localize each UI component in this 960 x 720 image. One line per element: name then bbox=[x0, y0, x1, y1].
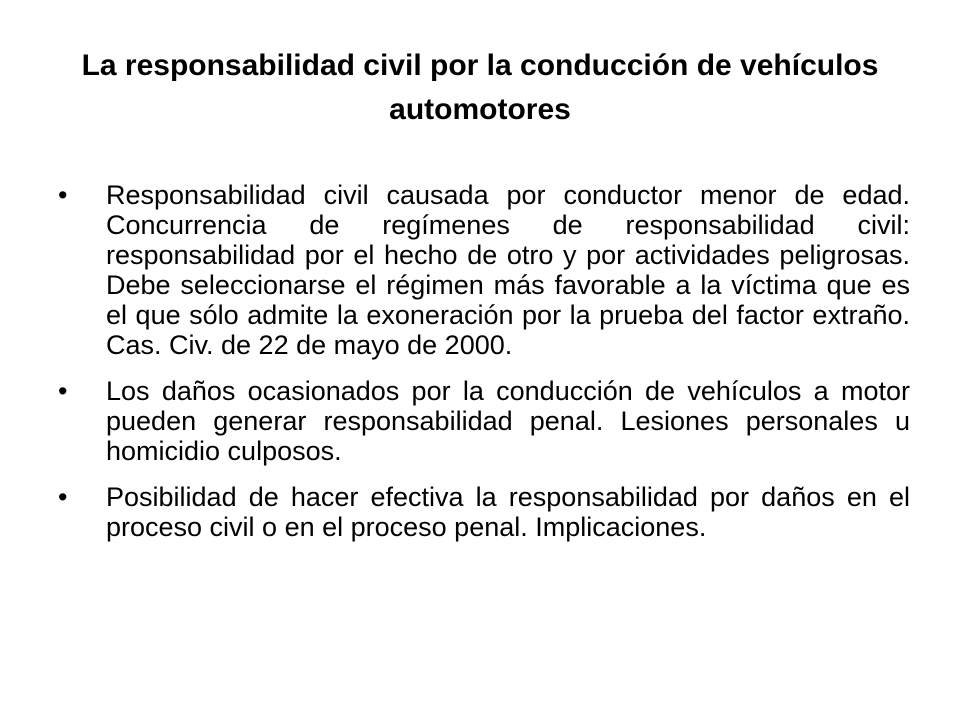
bullet-item bbox=[58, 376, 910, 466]
slide-title: La responsabilidad civil por la conducción de vehículos automotores bbox=[81, 49, 879, 126]
bullet-list bbox=[58, 180, 910, 558]
bullet-text: Posibilidad de hacer efectiva la responsabilidad por daños en el proceso civil o en el proceso penal. Implicaciones. bbox=[106, 482, 910, 542]
bullet-item bbox=[58, 482, 910, 542]
bullet-item bbox=[58, 180, 910, 360]
bullet-text: Los daños ocasionados por la conducción de vehículos a motor pueden generar responsabilidad penal. Lesiones personales u homicidio culposos. bbox=[106, 376, 910, 466]
bullet-text: Responsabilidad civil causada por conductor menor de edad. Concurrencia de regímenes de responsabilidad civil: responsabilidad por el hecho de otro y por actividades peligrosas. Debe seleccionarse el régimen más favorable a la víctima que es el que sólo admite la exoneración por la prueba del factor extraño. Cas. Civ. de 22 de mayo de 2000. bbox=[106, 180, 910, 360]
bullet-icon: • bbox=[58, 376, 68, 406]
bullet-icon: • bbox=[58, 180, 68, 210]
bullet-icon: • bbox=[58, 482, 68, 512]
